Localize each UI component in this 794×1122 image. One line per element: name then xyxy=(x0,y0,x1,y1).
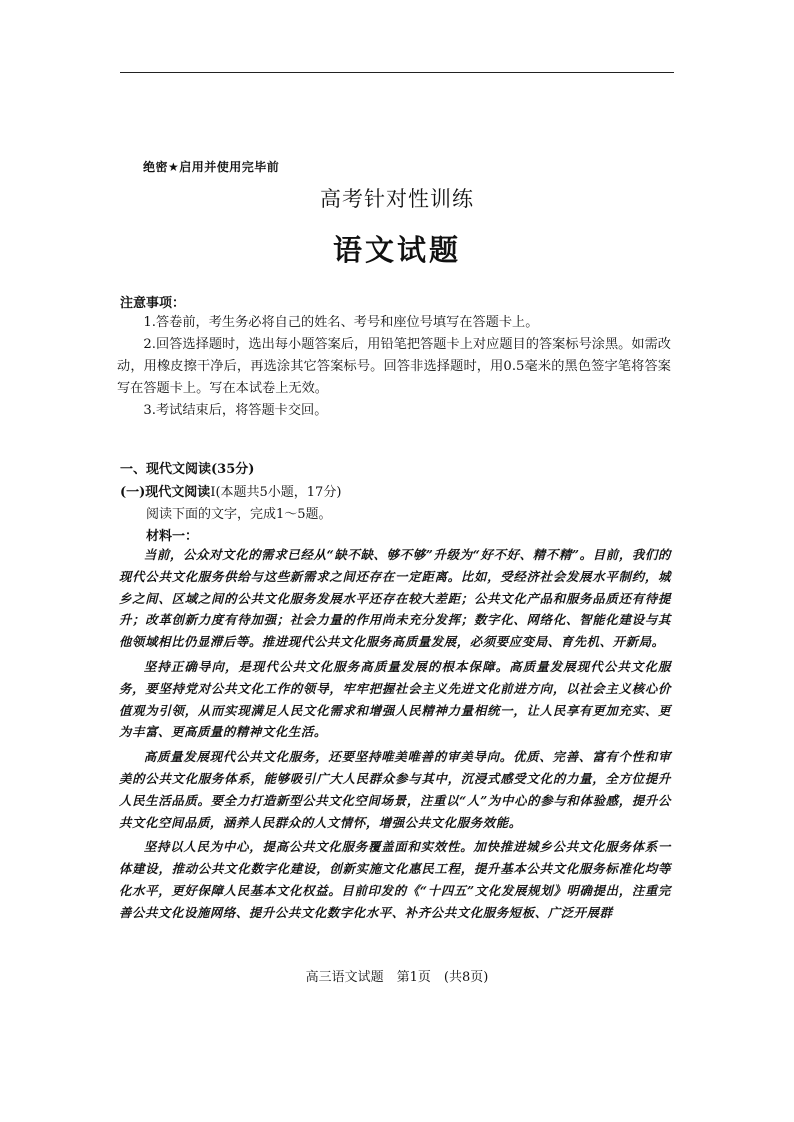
notes-heading: 注意事项： xyxy=(120,296,186,311)
subsection-heading-rest: Ⅰ(本题共5小题，17分) xyxy=(210,485,342,500)
page-footer: 高三语文试题 第1页 (共8页) xyxy=(305,970,489,985)
exam-subtitle: 高考针对性训练 xyxy=(320,187,474,211)
passage-paragraph: 坚持正确导向，是现代公共文化服务高质量发展的根本保障。高质量发展现代公共文化服务，要坚持党对公共文化工作的领导，牢牢把握社会主义先进文化前进方向，以社会主义核心价值观为引领，从而实现满足人民文化需求和增强人民精神力量相统一，让人民享有更加充实、更为丰富、更高质量的精神文化生活。 xyxy=(119,658,671,740)
subsection-heading xyxy=(120,481,341,500)
note-item: 2.回答选择题时，选出每小题答案后，用铅笔把答题卡上对应题目的答案标号涂黑。如需改动，用橡皮擦干净后，再选涂其它答案标号。回答非选择题时，用0.5毫米的黑色签字笔将答案写在答题卡上。写在本试卷上无效。 xyxy=(117,337,671,396)
confidential-label: 绝密★启用并使用完毕前 xyxy=(143,160,280,174)
note-item: 3.考试结束后，将答题卡交回。 xyxy=(143,403,328,418)
note-item: 1.答卷前，考生务必将自己的姓名、考号和座位号填写在答题卡上。 xyxy=(143,315,539,330)
section-heading: 一、现代文阅读(35分) xyxy=(120,462,255,477)
notes-list xyxy=(117,312,671,422)
subsection-heading-bold: (一)现代文阅读 xyxy=(120,485,211,500)
passage-paragraph: 坚持以人民为中心，提高公共文化服务覆盖面和实效性。加快推进城乡公共文化服务体系一体建设，推动公共文化数字化建设，创新实施文化惠民工程，提升基本公共文化服务标准化均等化水平，更好保障人民基本文化权益。目前印发的《“十四五”文化发展规划》明确提出，注重完善公共文化设施网络、提升公共文化数字化水平、补齐公共文化服务短板、广泛开展群 xyxy=(119,839,671,920)
material-label: 材料一： xyxy=(146,529,199,544)
top-rule xyxy=(120,72,674,73)
passage-paragraph: 当前，公众对文化的需求已经从“缺不缺、够不够”升级为“好不好、精不精”。目前，我们的现代公共文化服务供给与这些新需求之间还存在一定距离。比如，受经济社会发展水平制约，城乡之间、区域之间的公共文化服务发展水平还存在较大差距；公共文化产品和服务品质还有待提升；改革创新力度有待加强；社会力量的作用尚未充分发挥；数字化、网络化、智能化建设与其他领域相比仍显滞后等。推进现代公共文化服务高质量发展，必须要应变局、育先机、开新局。 xyxy=(119,547,671,650)
reading-passage xyxy=(119,544,671,927)
reading-instruction: 阅读下面的文字，完成1～5题。 xyxy=(146,507,332,522)
passage-paragraph: 高质量发展现代公共文化服务，还要坚持唯美唯善的审美导向。优质、完善、富有个性和审美的公共文化服务体系，能够吸引广大人民群众参与其中，沉浸式感受文化的力量，全方位提升人民生活品质。要全力打造新型公共文化空间场景，注重以“人”为中心的参与和体验感，提升公共文化空间品质，涵养人民群众的人文情怀，增强公共文化服务效能。 xyxy=(119,749,671,830)
exam-title: 语文试题 xyxy=(332,233,461,267)
